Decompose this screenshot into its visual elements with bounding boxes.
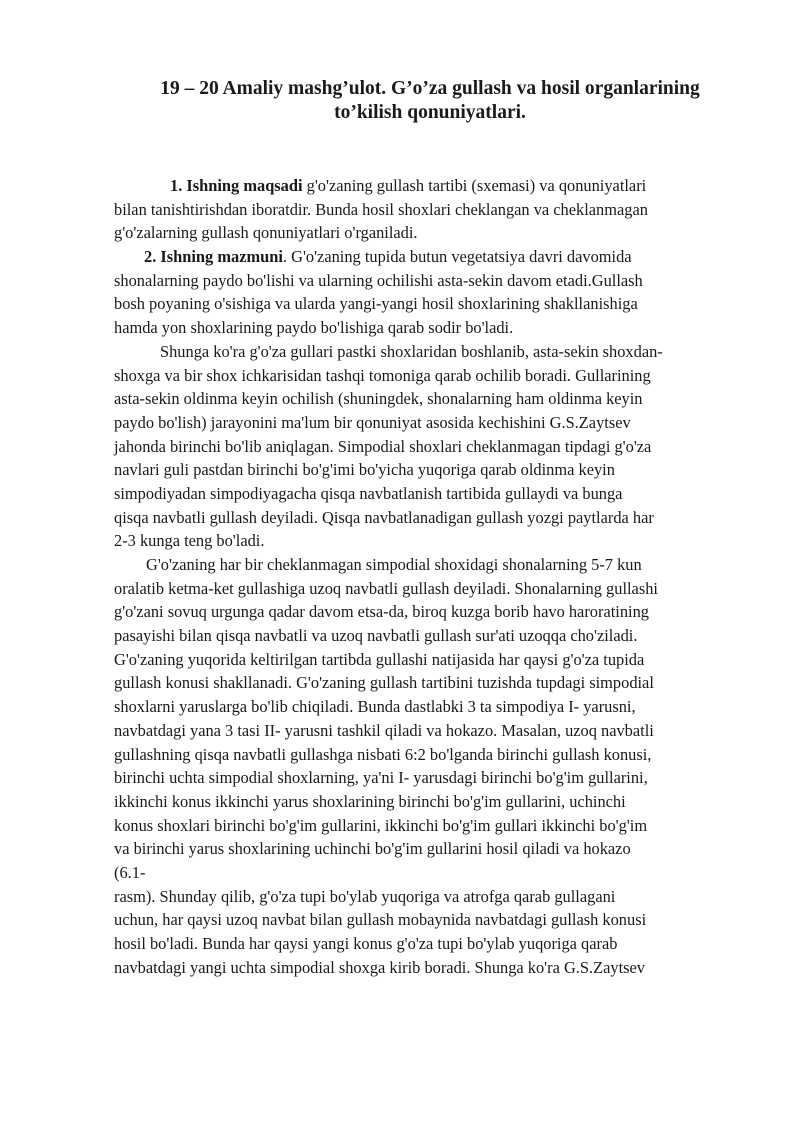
text-line: [114, 411, 754, 435]
text-line: [114, 506, 754, 530]
line-text: paydo bo'lish) jarayonini ma'lum bir qonuniyat asosida kechishini G.S.Zaytsev: [114, 412, 631, 432]
line-text: g'o'zani sovuq urgunga qadar davom etsa-da, biroq kuzga borib havo haroratining: [114, 602, 649, 622]
text-line: [114, 814, 754, 838]
line-text: (6.1-: [114, 862, 146, 882]
text-line: [114, 790, 754, 814]
text-line: [114, 387, 754, 411]
line-text: g'o'zalarning gullash qonuniyatlari o'rganiladi.: [114, 223, 418, 243]
text-line: [114, 577, 754, 601]
text-line: [114, 340, 754, 364]
line-text: uchun, har qaysi uzoq navbat bilan gullash mobaynida navbatdagi gullash konusi: [114, 910, 647, 930]
section-heading: 1. Ishning maqsadi: [170, 176, 303, 195]
text-line: [114, 932, 754, 956]
line-text: bosh poyaning o'sishiga va ularda yangi-yangi hosil shoxlarining shakllanishiga: [114, 294, 638, 314]
title-line-2: to’kilish qonuniyatlari.: [334, 101, 526, 123]
line-text: va birinchi yarus shoxlarining uchinchi bo'g'im gullarini hosil qiladi va hokazo: [114, 839, 631, 859]
line-text: hosil bo'ladi. Bunda har qaysi yangi konus g'o'za tupi bo'ylab yuqoriga qarab: [114, 934, 618, 953]
text-line: [114, 482, 754, 506]
text-line: [114, 174, 754, 198]
document-body: [114, 174, 754, 979]
line-text: navbatdagi yangi uchta simpodial shoxga kirib boradi. Shunga ko'ra G.S.Zaytsev: [114, 957, 645, 977]
line-text: pasayishi bilan qisqa navbatli va uzoq navbatli gullash sur'ati uzoqqa cho'ziladi.: [114, 626, 638, 646]
text-line: [114, 624, 754, 648]
text-line: [114, 908, 754, 932]
text-line: [114, 600, 754, 624]
line-text: Shunga ko'ra g'o'za gullari pastki shoxlaridan boshlanib, asta-sekin shoxdan-: [160, 341, 663, 361]
text-line: [114, 316, 754, 340]
line-text: . G'o'zaning tupida butun vegetatsiya davri davomida: [282, 247, 632, 267]
line-text: g'o'zaning gullash tartibi (sxemasi) va qonuniyatlari: [302, 176, 647, 195]
text-line: [114, 269, 754, 293]
title-line-1: 19 – 20 Amaliy mashg’ulot. G’o’za gullash va hosil organlarining: [160, 78, 700, 99]
document-title: [100, 76, 760, 123]
text-line: [114, 956, 754, 980]
line-text: bilan tanishtirishdan iboratdir. Bunda hosil shoxlari cheklangan va cheklanmagan: [114, 199, 648, 219]
text-line: [114, 885, 754, 909]
line-text: qisqa navbatli gullash deyiladi. Qisqa navbatlanadigan gullash yozgi paytlarda har: [114, 507, 654, 527]
line-text: G'o'zaning har bir cheklanmagan simpodial shoxidagi shonalarning 5-7 kun: [146, 555, 642, 574]
text-line: [114, 648, 754, 672]
text-line: [114, 671, 754, 695]
line-text: shoxlarni yaruslarga bo'lib chiqiladi. Bunda dastlabki 3 ta simpodiya I- yarusni,: [114, 697, 636, 717]
line-text: jahonda birinchi bo'lib aniqlagan. Simpodial shoxlari cheklanmagan tipdagi g'o'za: [114, 436, 652, 456]
line-text: gullashning qisqa navbatli gullashga nisbati 6:2 bo'lganda birinchi gullash konusi,: [114, 744, 652, 764]
section-heading: 2. Ishning mazmuni: [144, 247, 283, 267]
line-text: konus shoxlari birinchi bo'g'im gullarini, ikkinchi bo'g'im gullari ikkinchi bo'g'im: [114, 815, 648, 835]
text-line: [114, 529, 754, 553]
text-line: [114, 364, 754, 388]
text-line: [114, 861, 754, 885]
text-line: [114, 719, 754, 743]
line-text: rasm). Shunday qilib, g'o'za tupi bo'ylab yuqoriga va atrofga qarab gullagani: [114, 886, 616, 906]
line-text: shonalarning paydo bo'lishi va ularning ochilishi asta-sekin davom etadi.Gullash: [114, 270, 643, 290]
line-text: ikkinchi konus ikkinchi yarus shoxlarining birinchi bo'g'im gullarini, uchinchi: [114, 791, 626, 811]
line-text: shoxga va bir shox ichkarisidan tashqi tomoniga qarab ochilib boradi. Gullarining: [114, 365, 651, 385]
line-text: navbatdagi yana 3 tasi II- yarusni tashkil qiladi va hokazo. Masalan, uzoq navbatli: [114, 720, 654, 740]
line-text: oralatib ketma-ket gullashiga uzoq navbatli gullash deyiladi. Shonalarning gullashi: [114, 578, 658, 598]
line-text: simpodiyadan simpodiyagacha qisqa navbatlanish tartibida gullaydi va bunga: [114, 483, 623, 503]
text-line: [114, 198, 754, 222]
line-text: hamda yon shoxlarining paydo bo'lishiga qarab sodir bo'ladi.: [114, 318, 514, 338]
line-text: asta-sekin oldinma keyin ochilish (shuningdek, shonalarning ham oldinma keyin: [114, 389, 643, 409]
text-line: [114, 245, 754, 269]
line-text: 2-3 kunga teng bo'ladi.: [114, 531, 265, 551]
line-text: birinchi uchta simpodial shoxlarning, ya'ni I- yarusdagi birinchi bo'g'im gullarini,: [114, 768, 648, 788]
text-line: [114, 743, 754, 767]
text-line: [114, 837, 754, 861]
text-line: [114, 553, 754, 577]
text-line: [114, 695, 754, 719]
line-text: G'o'zaning yuqorida keltirilgan tartibda gullashi natijasida har qaysi g'o'za tupida: [114, 649, 645, 669]
text-line: [114, 766, 754, 790]
line-text: gullash konusi shakllanadi. G'o'zaning gullash tartibini tuzishda tupdagi simpodial: [114, 673, 654, 693]
text-line: [114, 221, 754, 245]
line-text: navlari guli pastdan birinchi bo'g'imi bo'yicha yuqoriga qarab oldinma keyin: [114, 460, 615, 480]
text-line: [114, 435, 754, 459]
text-line: [114, 458, 754, 482]
text-line: [114, 292, 754, 316]
